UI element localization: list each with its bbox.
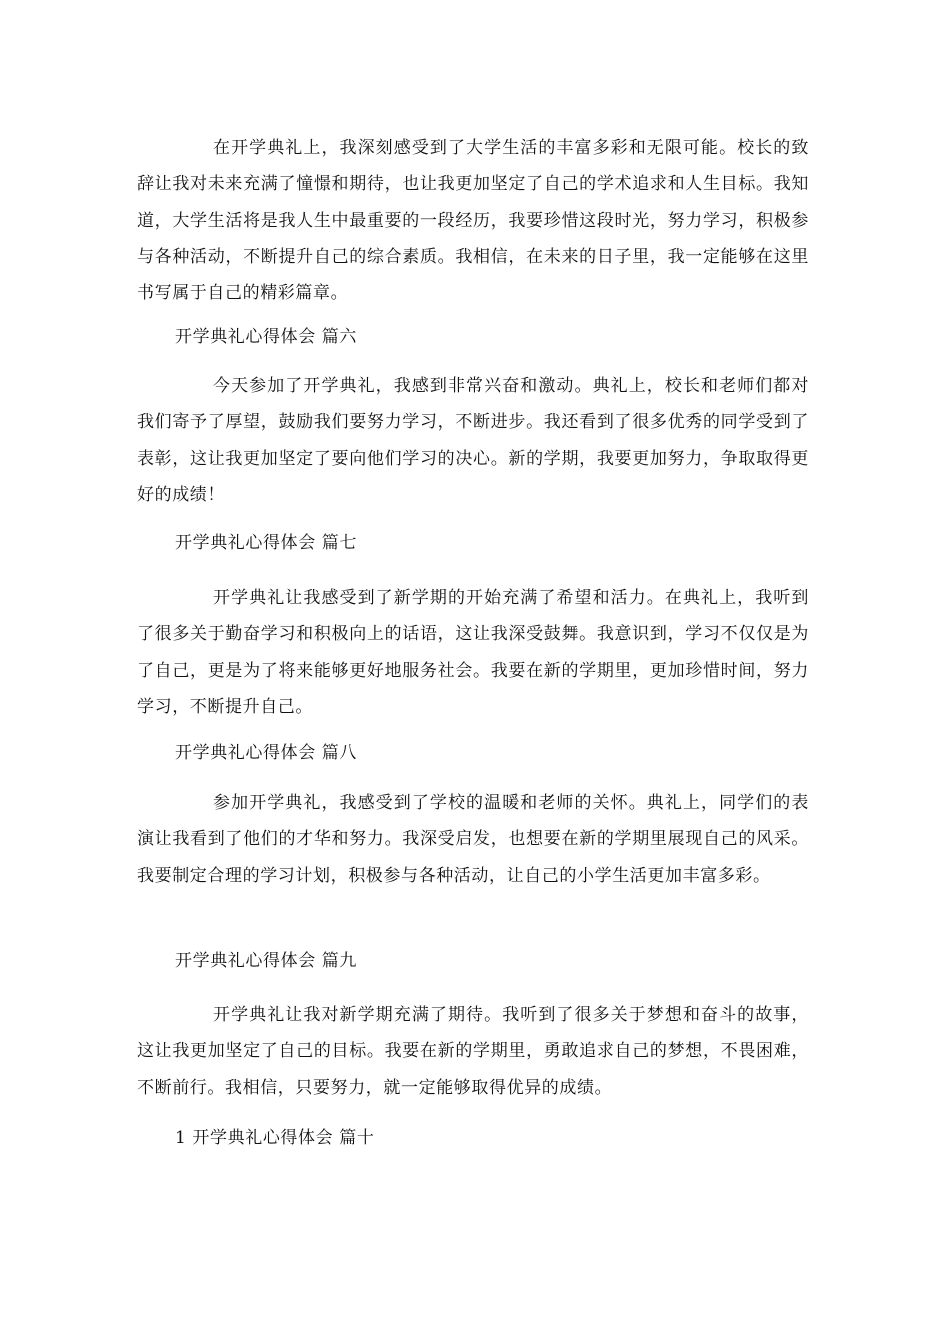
section-heading-10: 1 开学典礼心得体会 篇十	[175, 1128, 375, 1148]
section-heading-9: 开学典礼心得体会 篇九	[175, 951, 358, 971]
section-heading-6: 开学典礼心得体会 篇六	[175, 327, 358, 347]
section-heading-7: 开学典礼心得体会 篇七	[175, 533, 358, 553]
section-heading-8: 开学典礼心得体会 篇八	[175, 743, 358, 763]
paragraph-4: 参加开学典礼，我感受到了学校的温暖和老师的关怀。典礼上，同学们的表演让我看到了他们的才华和努力。我深受启发，也想要在新的学期里展现自己的风采。我要制定合理的学习计划，积极参与各种活动，让自己的小学生活更加丰富多彩。	[137, 793, 809, 886]
paragraph-3: 开学典礼让我感受到了新学期的开始充满了希望和活力。在典礼上，我听到了很多关于勤奋学习和积极向上的话语，这让我深受鼓舞。我意识到，学习不仅仅是为了自己，更是为了将来能够更好地服务社会。我要在新的学期里，更加珍惜时间，努力学习，不断提升自己。	[137, 588, 809, 717]
paragraph-1: 在开学典礼上，我深刻感受到了大学生活的丰富多彩和无限可能。校长的致辞让我对未来充满了憧憬和期待，也让我更加坚定了自己的学术追求和人生目标。我知道，大学生活将是我人生中最重要的一段经历，我要珍惜这段时光，努力学习，积极参与各种活动，不断提升自己的综合素质。我相信，在未来的日子里，我一定能够在这里书写属于自己的精彩篇章。	[137, 138, 809, 304]
paragraph-5: 开学典礼让我对新学期充满了期待。我听到了很多关于梦想和奋斗的故事，这让我更加坚定了自己的目标。我要在新的学期里，勇敢追求自己的梦想，不畏困难，不断前行。我相信，只要努力，就一定能够取得优异的成绩。	[137, 1005, 809, 1098]
paragraph-2: 今天参加了开学典礼，我感到非常兴奋和激动。典礼上，校长和老师们都对我们寄予了厚望，鼓励我们要努力学习，不断进步。我还看到了很多优秀的同学受到了表彰，这让我更加坚定了要向他们学习的决心。新的学期，我要更加努力，争取取得更好的成绩！	[137, 376, 809, 505]
